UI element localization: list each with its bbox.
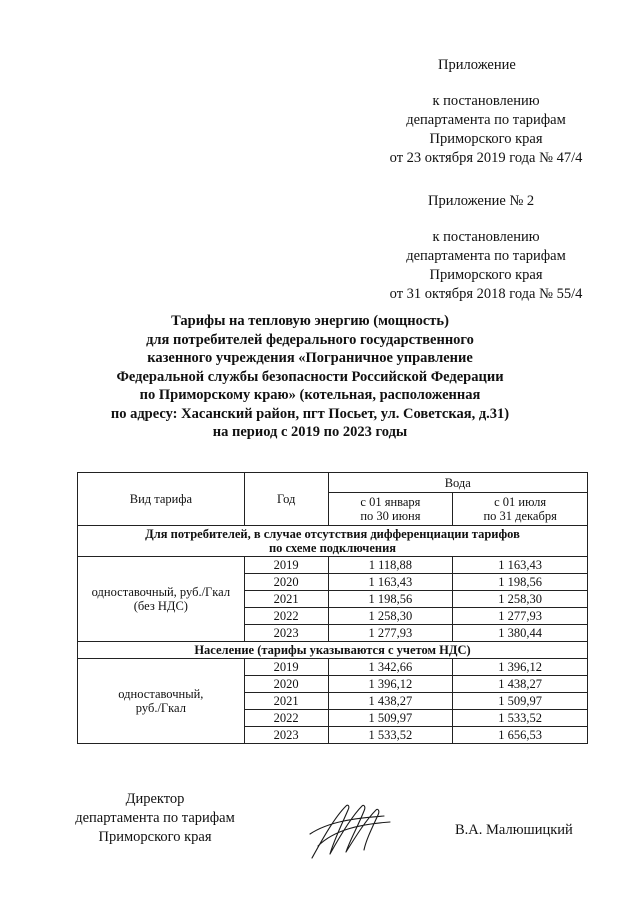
appendix-ref-line: департамента по тарифам (406, 112, 566, 128)
second-half-value: 1 258,30 (453, 591, 588, 608)
first-half-value: 1 533,52 (328, 727, 453, 744)
signatory-line: департамента по тарифам (75, 810, 235, 826)
section-title: Население (тарифы указываются с учетом НДС) (78, 642, 588, 659)
year-cell: 2020 (244, 574, 328, 591)
first-half-value: 1 258,30 (328, 608, 453, 625)
first-half-value: 1 342,66 (328, 659, 453, 676)
appendix-reference (375, 92, 597, 168)
appendix2-reference (375, 228, 597, 304)
second-half-value: 1 438,27 (453, 676, 588, 693)
header-water: Вода (328, 473, 587, 493)
title-line: Тарифы на тепловую энергию (мощность) (171, 313, 449, 329)
first-half-value: 1 163,43 (328, 574, 453, 591)
second-half-value: 1 163,43 (453, 557, 588, 574)
first-half-value: 1 509,97 (328, 710, 453, 727)
tariff-type-cell: одноставочный, руб./Гкал (без НДС) (78, 557, 245, 642)
second-half-value: 1 277,93 (453, 608, 588, 625)
appendix-ref-line: к постановлению (432, 93, 540, 109)
second-half-value: 1 656,53 (453, 727, 588, 744)
year-cell: 2020 (244, 676, 328, 693)
second-half-value: 1 380,44 (453, 625, 588, 642)
year-cell: 2023 (244, 727, 328, 744)
first-half-value: 1 438,27 (328, 693, 453, 710)
signatory-line: Директор (125, 791, 185, 807)
title-line: на период с 2019 по 2023 годы (212, 424, 408, 440)
second-half-value: 1 198,56 (453, 574, 588, 591)
second-half-value: 1 533,52 (453, 710, 588, 727)
appendix2-ref-line: Приморского края (429, 267, 543, 283)
section-title: Для потребителей, в случае отсутствия дифференциации тарифов по схеме подключения (78, 526, 588, 557)
handwritten-signature (304, 800, 396, 862)
year-cell: 2021 (244, 693, 328, 710)
header-first-half: с 01 января по 30 июня (328, 493, 453, 526)
appendix-title: Приложение (438, 57, 516, 73)
title-line: для потребителей федерального государственного (146, 331, 474, 348)
signatory-position (60, 790, 250, 847)
first-half-value: 1 277,93 (328, 625, 453, 642)
first-half-value: 1 396,12 (328, 676, 453, 693)
year-cell: 2019 (244, 659, 328, 676)
year-cell: 2021 (244, 591, 328, 608)
year-cell: 2019 (244, 557, 328, 574)
year-cell: 2022 (244, 710, 328, 727)
second-half-value: 1 509,97 (453, 693, 588, 710)
signatory-line: Приморского края (98, 829, 212, 845)
appendix-ref-line: от 23 октября 2019 года № 47/4 (389, 150, 583, 166)
header-tariff-type: Вид тарифа (78, 473, 245, 526)
appendix2-title: Приложение № 2 (428, 193, 535, 209)
title-line: Федеральной службы безопасности Российской Федерации (116, 368, 504, 385)
first-half-value: 1 118,88 (328, 557, 453, 574)
title-line: по адресу: Хасанский район, пгт Посьет, ул. Советская, д.31) (110, 405, 510, 422)
second-half-value: 1 396,12 (453, 659, 588, 676)
tariffs-table (77, 472, 588, 744)
signatory-name: В.А. Малюшицкий (455, 822, 573, 838)
header-year: Год (244, 473, 328, 526)
tariff-type-cell: одноставочный, руб./Гкал (78, 659, 245, 744)
title-line: по Приморскому краю» (котельная, расположенная (139, 387, 481, 403)
year-cell: 2022 (244, 608, 328, 625)
header-second-half: с 01 июля по 31 декабря (453, 493, 588, 526)
title-line: казенного учреждения «Пограничное управление (147, 350, 473, 366)
appendix2-ref-line: от 31 октября 2018 года № 55/4 (389, 286, 583, 302)
document-title (60, 312, 560, 442)
appendix2-ref-line: к постановлению (432, 229, 540, 245)
first-half-value: 1 198,56 (328, 591, 453, 608)
appendix-ref-line: Приморского края (429, 131, 543, 147)
appendix2-ref-line: департамента по тарифам (406, 248, 566, 264)
year-cell: 2023 (244, 625, 328, 642)
